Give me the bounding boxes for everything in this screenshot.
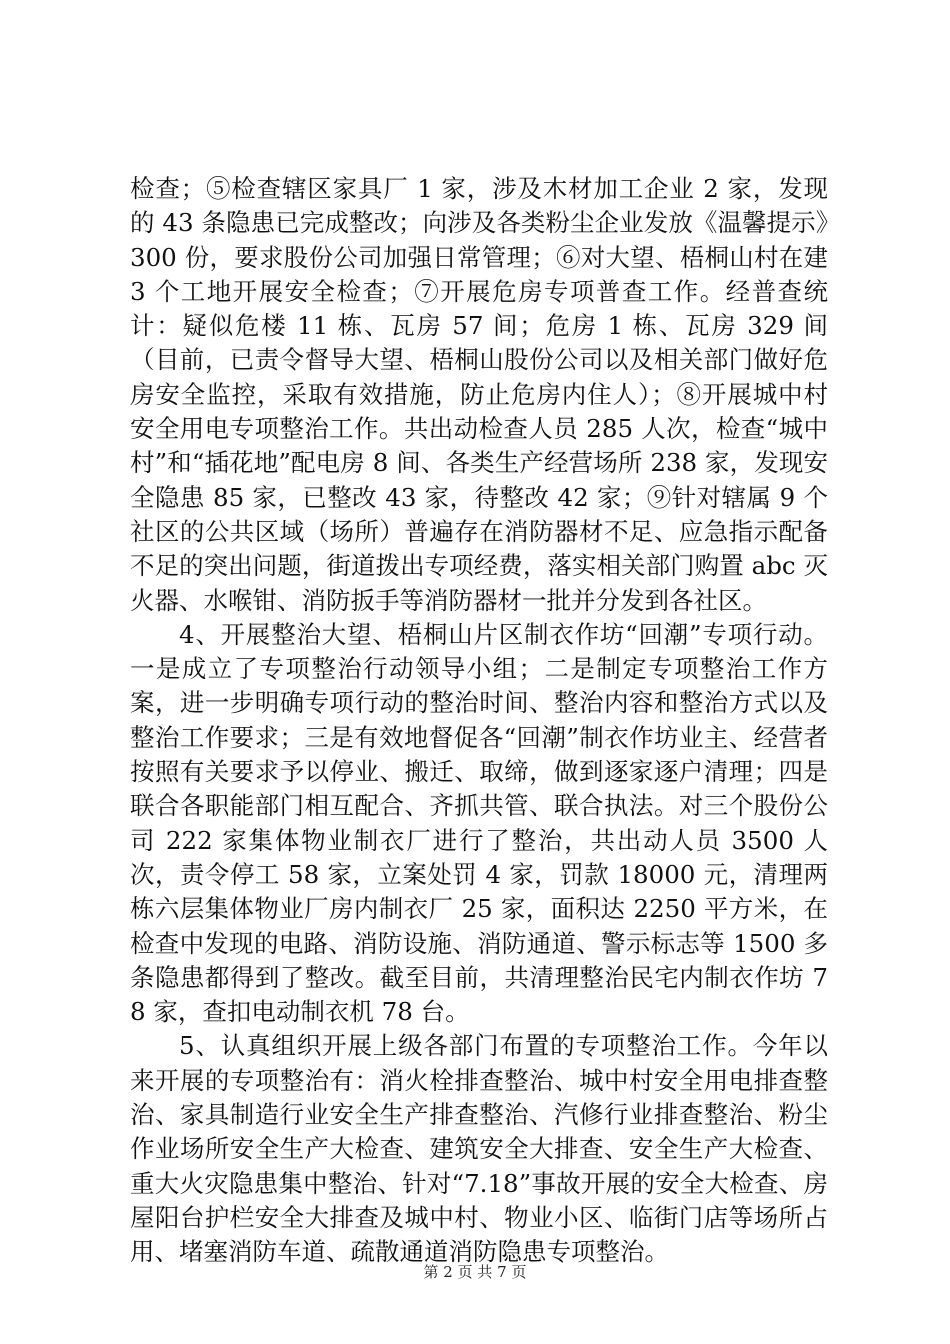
document-body <box>130 172 828 1270</box>
paragraph-special-rectification: 5、认真组织开展上级各部门布置的专项整治工作。今年以来开展的专项整治有：消火栓排查整治、城中村安全用电排查整治、家具制造行业安全生产排查整治、汽修行业排查整治、粉尘作业场所安全生产大检查、建筑安全大排查、安全生产大检查、重大火灾隐患集中整治、针对“7.18”事故开展的安全大检查、房屋阳台护栏安全大排查及城中村、物业小区、临街门店等场所占用、堵塞消防车道、疏散通道消防隐患专项整治。 <box>130 1031 828 1267</box>
paragraph-inspection-items: 检查；⑤检查辖区家具厂 1 家，涉及木材加工企业 2 家，发现的 43 条隐患已完成整改；向涉及各类粉尘企业发放《温馨提示》300 份，要求股份公司加强日常管理；⑥对大望、梧桐山村在建 3 个工地开展安全检查；⑦开展危房专项普查工作。经普查统计：疑似危楼 11 栋、瓦房 57 间；危房 1 栋、瓦房 329 间（目前，已责令督导大望、梧桐山股份公司以及相关部门做好危房安全监控，采取有效措施，防止危房内住人）；⑧开展城中村安全用电专项整治工作。共出动检查人员 285 人次，检查“城中村”和“插花地”配电房 8 间、各类生产经营场所 238 家，发现安全隐患 85 家，已整改 43 家，待整改 42 家；⑨针对辖属 9 个社区的公共区域（场所）普遍存在消防器材不足、应急指示配备不足的突出问题，街道拨出专项经费，落实相关部门购置 abc 灭火器、水喉钳、消防扳手等消防器材一批并分发到各社区。 <box>130 174 828 615</box>
page-number-footer: 第 2 页 共 7 页 <box>423 1263 527 1281</box>
paragraph-garment-workshop-campaign: 4、开展整治大望、梧桐山片区制衣作坊“回潮”专项行动。一是成立了专项整治行动领导小组；二是制定专项整治工作方案，进一步明确专项行动的整治时间、整治内容和整治方式以及整治工作要求；三是有效地督促各“回潮”制衣作坊业主、经营者按照有关要求予以停业、搬迁、取缔，做到逐家逐户清理；四是联合各职能部门相互配合、齐抓共管、联合执法。对三个股份公司 222 家集体物业制衣厂进行了整治，共出动人员 3500 人次，责令停工 58 家，立案处罚 4 家，罚款 18000 元，清理两栋六层集体物业厂房内制衣厂 25 家，面积达 2250 平方米，在检查中发现的电路、消防设施、消防通道、警示标志等 1500 多条隐患都得到了整改。截至目前，共清理整治民宅内制衣作坊 78 家，查扣电动制衣机 78 台。 <box>130 619 828 1027</box>
